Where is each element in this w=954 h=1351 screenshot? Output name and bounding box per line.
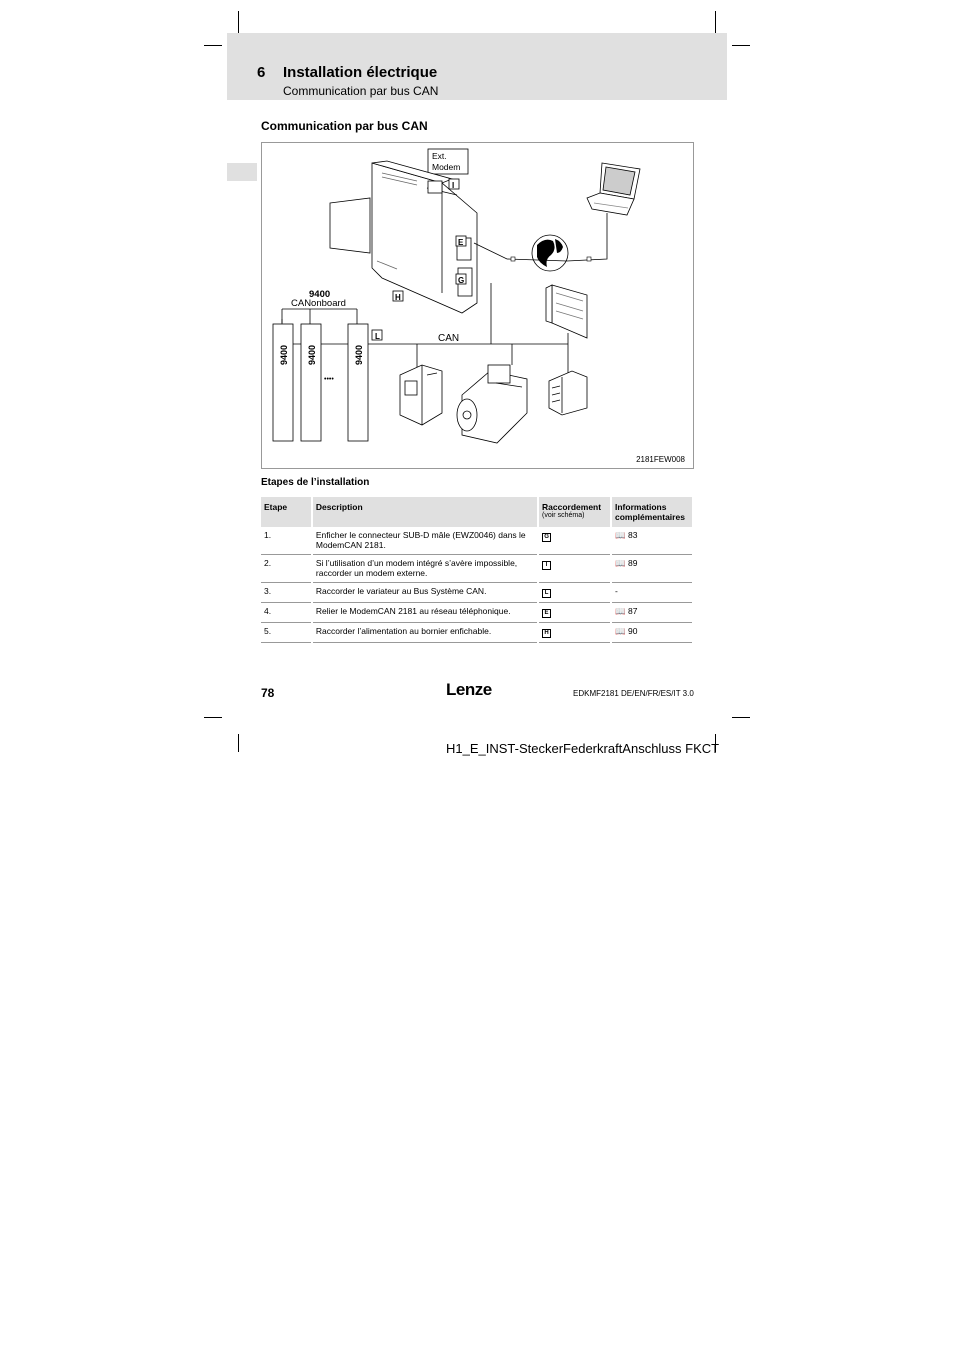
connection-letter: I: [542, 561, 551, 570]
connection-letter: L: [542, 589, 551, 598]
drive-label-2: 9400: [307, 344, 317, 365]
step-description: Raccorder le variateur au Bus Système CAN.: [312, 583, 538, 603]
crop-mark: [204, 717, 222, 718]
crop-mark: [732, 717, 750, 718]
step-description: Enficher le connecteur SUB-D mâle (EWZ0046) dans le ModemCAN 2181.: [312, 527, 538, 555]
label-e: E: [458, 238, 464, 247]
info-page: -: [615, 586, 618, 596]
installation-steps-table: [261, 497, 694, 643]
gear-motor-icon: [457, 365, 527, 443]
drive-unit-2: [301, 324, 321, 441]
label-h: H: [395, 293, 401, 302]
step-info: [611, 623, 693, 643]
lenze-logo: Lenze: [446, 680, 492, 699]
crop-mark: [732, 45, 750, 46]
more-dots: ••••: [324, 376, 334, 383]
table-row: [261, 527, 693, 555]
ext-modem-line1: Ext.: [432, 151, 447, 161]
step-number: 3.: [261, 583, 312, 603]
bus-label: CAN: [438, 333, 460, 344]
connection-letter: E: [542, 609, 551, 618]
table-row: [261, 623, 693, 643]
info-page: 87: [627, 606, 638, 616]
label-l: L: [375, 332, 380, 341]
step-info: [611, 603, 693, 623]
step-connection: [538, 583, 611, 603]
header-raccordement-sub: (voir schéma): [542, 512, 585, 519]
book-icon: 📖: [615, 626, 626, 636]
step-number: 5.: [261, 623, 312, 643]
chapter-subtitle: Communication par bus CAN: [283, 84, 439, 98]
drive-label-3: 9400: [354, 344, 364, 365]
step-number: 2.: [261, 555, 312, 583]
drive-unit-3: [348, 324, 368, 441]
device-sub: CANonboard: [291, 298, 346, 309]
crop-mark: [204, 45, 222, 46]
step-description: Relier le ModemCAN 2181 au réseau téléphonique.: [312, 603, 538, 623]
connection-letter: H: [542, 629, 551, 638]
table-header-row: [261, 497, 693, 527]
table-row: [261, 603, 693, 623]
crop-mark: [715, 11, 716, 33]
steps-title: Etapes de l’installation: [261, 477, 370, 488]
header-etape: Etape: [261, 497, 312, 527]
table-row: [261, 555, 693, 583]
book-icon: 📖: [615, 530, 626, 540]
step-connection: [538, 623, 611, 643]
source-file-name: H1_E_INST-SteckerFederkraftAnschluss FKCT: [446, 741, 720, 756]
language-side-tab: [227, 163, 257, 181]
inverter-icon: [400, 365, 442, 425]
figure-drawing: [262, 143, 695, 470]
crop-mark: [238, 734, 239, 752]
step-info: [611, 555, 693, 583]
section-title: Communication par bus CAN: [261, 119, 428, 133]
step-connection: [538, 555, 611, 583]
can-communication-figure: [261, 142, 694, 469]
step-info: [611, 527, 693, 555]
book-icon: 📖: [615, 606, 626, 616]
header-raccordement-label: Raccordement: [542, 502, 602, 512]
header-description: Description: [312, 497, 538, 527]
chapter-number: 6: [257, 64, 266, 81]
label-i: I: [452, 181, 455, 190]
ext-modem-line2: Modem: [432, 162, 461, 172]
header-info: Informations complémentaires: [611, 497, 693, 527]
device-name: 9400: [309, 289, 331, 300]
io-module-icon: [549, 371, 587, 415]
info-page: 89: [627, 558, 638, 568]
document-code: EDKMF2181 DE/EN/FR/ES/IT 3.0: [573, 689, 694, 698]
book-icon: 📖: [615, 558, 626, 568]
page-number: 78: [261, 686, 275, 700]
connection-letter: G: [542, 533, 551, 542]
step-number: 1.: [261, 527, 312, 555]
step-connection: [538, 527, 611, 555]
crop-mark: [238, 11, 239, 33]
step-number: 4.: [261, 603, 312, 623]
figure-code: 2181FEW008: [636, 455, 685, 464]
step-info: [611, 583, 693, 603]
control-panel-icon: [546, 285, 587, 338]
step-connection: [538, 603, 611, 623]
table-row: [261, 583, 693, 603]
info-page: 90: [627, 626, 638, 636]
drive-label-1: 9400: [279, 344, 289, 365]
chapter-title: Installation électrique: [283, 64, 438, 81]
info-page: 83: [627, 530, 638, 540]
step-description: Si l’utilisation d’un modem intégré s’avère impossible, raccorder un modem externe.: [312, 555, 538, 583]
header-raccordement: [538, 497, 611, 527]
label-g: G: [458, 276, 465, 285]
drive-unit-1: [273, 324, 293, 441]
laptop-icon: [587, 163, 640, 215]
step-description: Raccorder l’alimentation au bornier enfichable.: [312, 623, 538, 643]
